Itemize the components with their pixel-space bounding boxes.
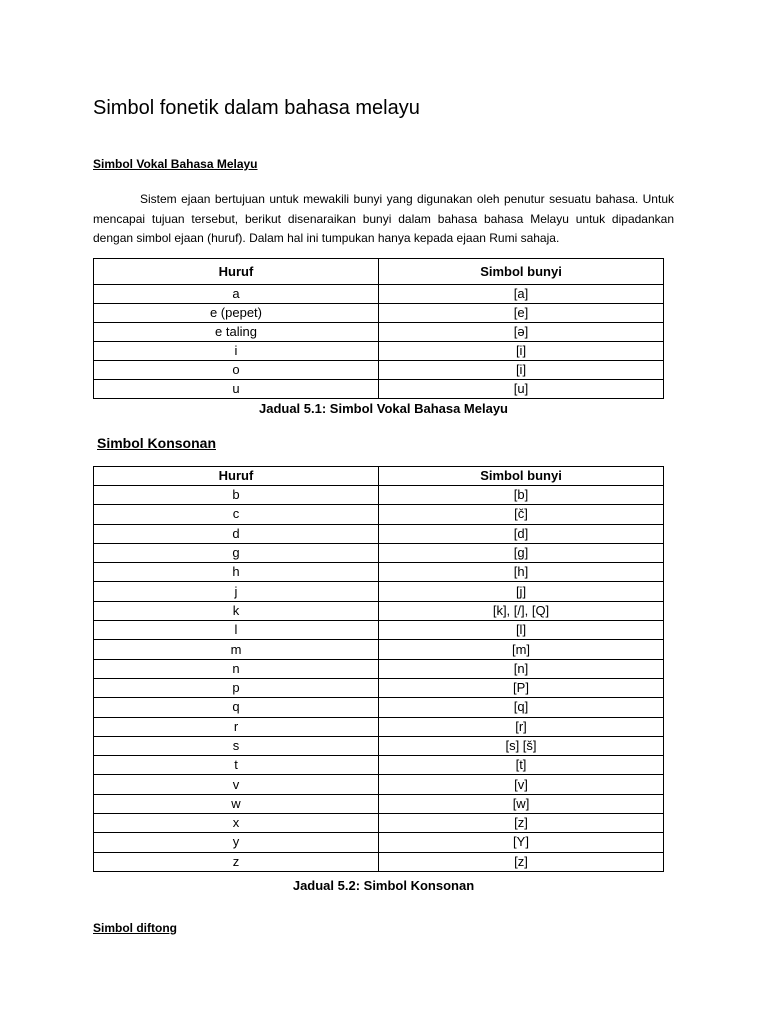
cell-simbol-bunyi: [g] — [379, 543, 664, 562]
table-row — [94, 698, 664, 717]
cell-simbol-bunyi: [q] — [379, 698, 664, 717]
cell-huruf: o — [94, 361, 379, 380]
cell-simbol-bunyi: [u] — [379, 380, 664, 399]
table-row — [94, 678, 664, 697]
table-row — [94, 852, 664, 871]
cell-huruf: y — [94, 833, 379, 852]
table-header-row — [94, 259, 664, 285]
cell-huruf: t — [94, 756, 379, 775]
cell-simbol-bunyi: [h] — [379, 563, 664, 582]
caption-vokal: Jadual 5.1: Simbol Vokal Bahasa Melayu — [258, 401, 509, 416]
table-row — [94, 775, 664, 794]
intro-paragraph — [93, 190, 674, 249]
cell-simbol-bunyi: [n] — [379, 659, 664, 678]
cell-simbol-bunyi: [e] — [379, 304, 664, 323]
table-row — [94, 361, 664, 380]
table-row — [94, 323, 664, 342]
table-row — [94, 756, 664, 775]
header-simbol-bunyi: Simbol bunyi — [379, 467, 664, 486]
page-title: Simbol fonetik dalam bahasa melayu — [93, 97, 420, 119]
cell-simbol-bunyi: [l] — [379, 621, 664, 640]
cell-huruf: l — [94, 621, 379, 640]
cell-huruf: r — [94, 717, 379, 736]
header-huruf: Huruf — [94, 467, 379, 486]
vokal-table — [93, 258, 664, 399]
cell-huruf: x — [94, 814, 379, 833]
table-row — [94, 304, 664, 323]
konsonan-table — [93, 466, 664, 872]
cell-huruf: n — [94, 659, 379, 678]
cell-simbol-bunyi: [r] — [379, 717, 664, 736]
cell-huruf: b — [94, 486, 379, 505]
cell-simbol-bunyi: [i] — [379, 342, 664, 361]
table-row — [94, 794, 664, 813]
table-row — [94, 582, 664, 601]
cell-huruf: d — [94, 524, 379, 543]
cell-simbol-bunyi: [P] — [379, 678, 664, 697]
table-header-row — [94, 467, 664, 486]
cell-simbol-bunyi: [m] — [379, 640, 664, 659]
cell-huruf: e taling — [94, 323, 379, 342]
cell-simbol-bunyi: [d] — [379, 524, 664, 543]
intro-paragraph-text: Sistem ejaan bertujuan untuk mewakili bunyi yang digunakan oleh penutur sesuatu bahasa. Untuk mencapai tujuan tersebut, berikut disenaraikan bunyi dalam bahasa bahasa Melayu untuk dipadankan dengan simbol ejaan (huruf). Dalam hal ini tumpukan hanya kepada ejaan Rumi sahaja. — [93, 192, 674, 245]
caption-konsonan: Jadual 5.2: Simbol Konsonan — [292, 878, 475, 893]
cell-huruf: c — [94, 505, 379, 524]
cell-simbol-bunyi: [z] — [379, 814, 664, 833]
cell-huruf: u — [94, 380, 379, 399]
table-row — [94, 524, 664, 543]
cell-huruf: z — [94, 852, 379, 871]
konsonan-table-body — [94, 486, 664, 872]
cell-huruf: q — [94, 698, 379, 717]
cell-simbol-bunyi: [w] — [379, 794, 664, 813]
cell-simbol-bunyi: [a] — [379, 285, 664, 304]
cell-simbol-bunyi: [v] — [379, 775, 664, 794]
heading-konsonan: Simbol Konsonan — [97, 435, 216, 451]
vokal-table-body — [94, 285, 664, 399]
table-row — [94, 342, 664, 361]
cell-simbol-bunyi: [č] — [379, 505, 664, 524]
cell-simbol-bunyi: [z] — [379, 852, 664, 871]
cell-huruf: h — [94, 563, 379, 582]
table-row — [94, 543, 664, 562]
table-row — [94, 486, 664, 505]
heading-vokal: Simbol Vokal Bahasa Melayu — [93, 157, 258, 171]
cell-huruf: k — [94, 601, 379, 620]
table-row — [94, 814, 664, 833]
table-row — [94, 717, 664, 736]
cell-simbol-bunyi: [i] — [379, 361, 664, 380]
cell-huruf: a — [94, 285, 379, 304]
cell-simbol-bunyi: [b] — [379, 486, 664, 505]
cell-huruf: j — [94, 582, 379, 601]
cell-simbol-bunyi: [ə] — [379, 323, 664, 342]
header-simbol-bunyi: Simbol bunyi — [379, 259, 664, 285]
cell-huruf: v — [94, 775, 379, 794]
cell-simbol-bunyi: [k], [/], [Q] — [379, 601, 664, 620]
cell-huruf: s — [94, 736, 379, 755]
table-row — [94, 563, 664, 582]
header-huruf: Huruf — [94, 259, 379, 285]
table-row — [94, 736, 664, 755]
cell-simbol-bunyi: [Y] — [379, 833, 664, 852]
table-row — [94, 380, 664, 399]
cell-simbol-bunyi: [t] — [379, 756, 664, 775]
table-row — [94, 621, 664, 640]
cell-simbol-bunyi: [s] [š] — [379, 736, 664, 755]
cell-huruf: i — [94, 342, 379, 361]
cell-huruf: m — [94, 640, 379, 659]
table-row — [94, 659, 664, 678]
cell-huruf: g — [94, 543, 379, 562]
table-row — [94, 285, 664, 304]
cell-huruf: w — [94, 794, 379, 813]
table-row — [94, 640, 664, 659]
table-row — [94, 833, 664, 852]
table-row — [94, 505, 664, 524]
heading-diftong: Simbol diftong — [93, 921, 177, 935]
cell-huruf: e (pepet) — [94, 304, 379, 323]
cell-simbol-bunyi: [j] — [379, 582, 664, 601]
table-row — [94, 601, 664, 620]
cell-huruf: p — [94, 678, 379, 697]
